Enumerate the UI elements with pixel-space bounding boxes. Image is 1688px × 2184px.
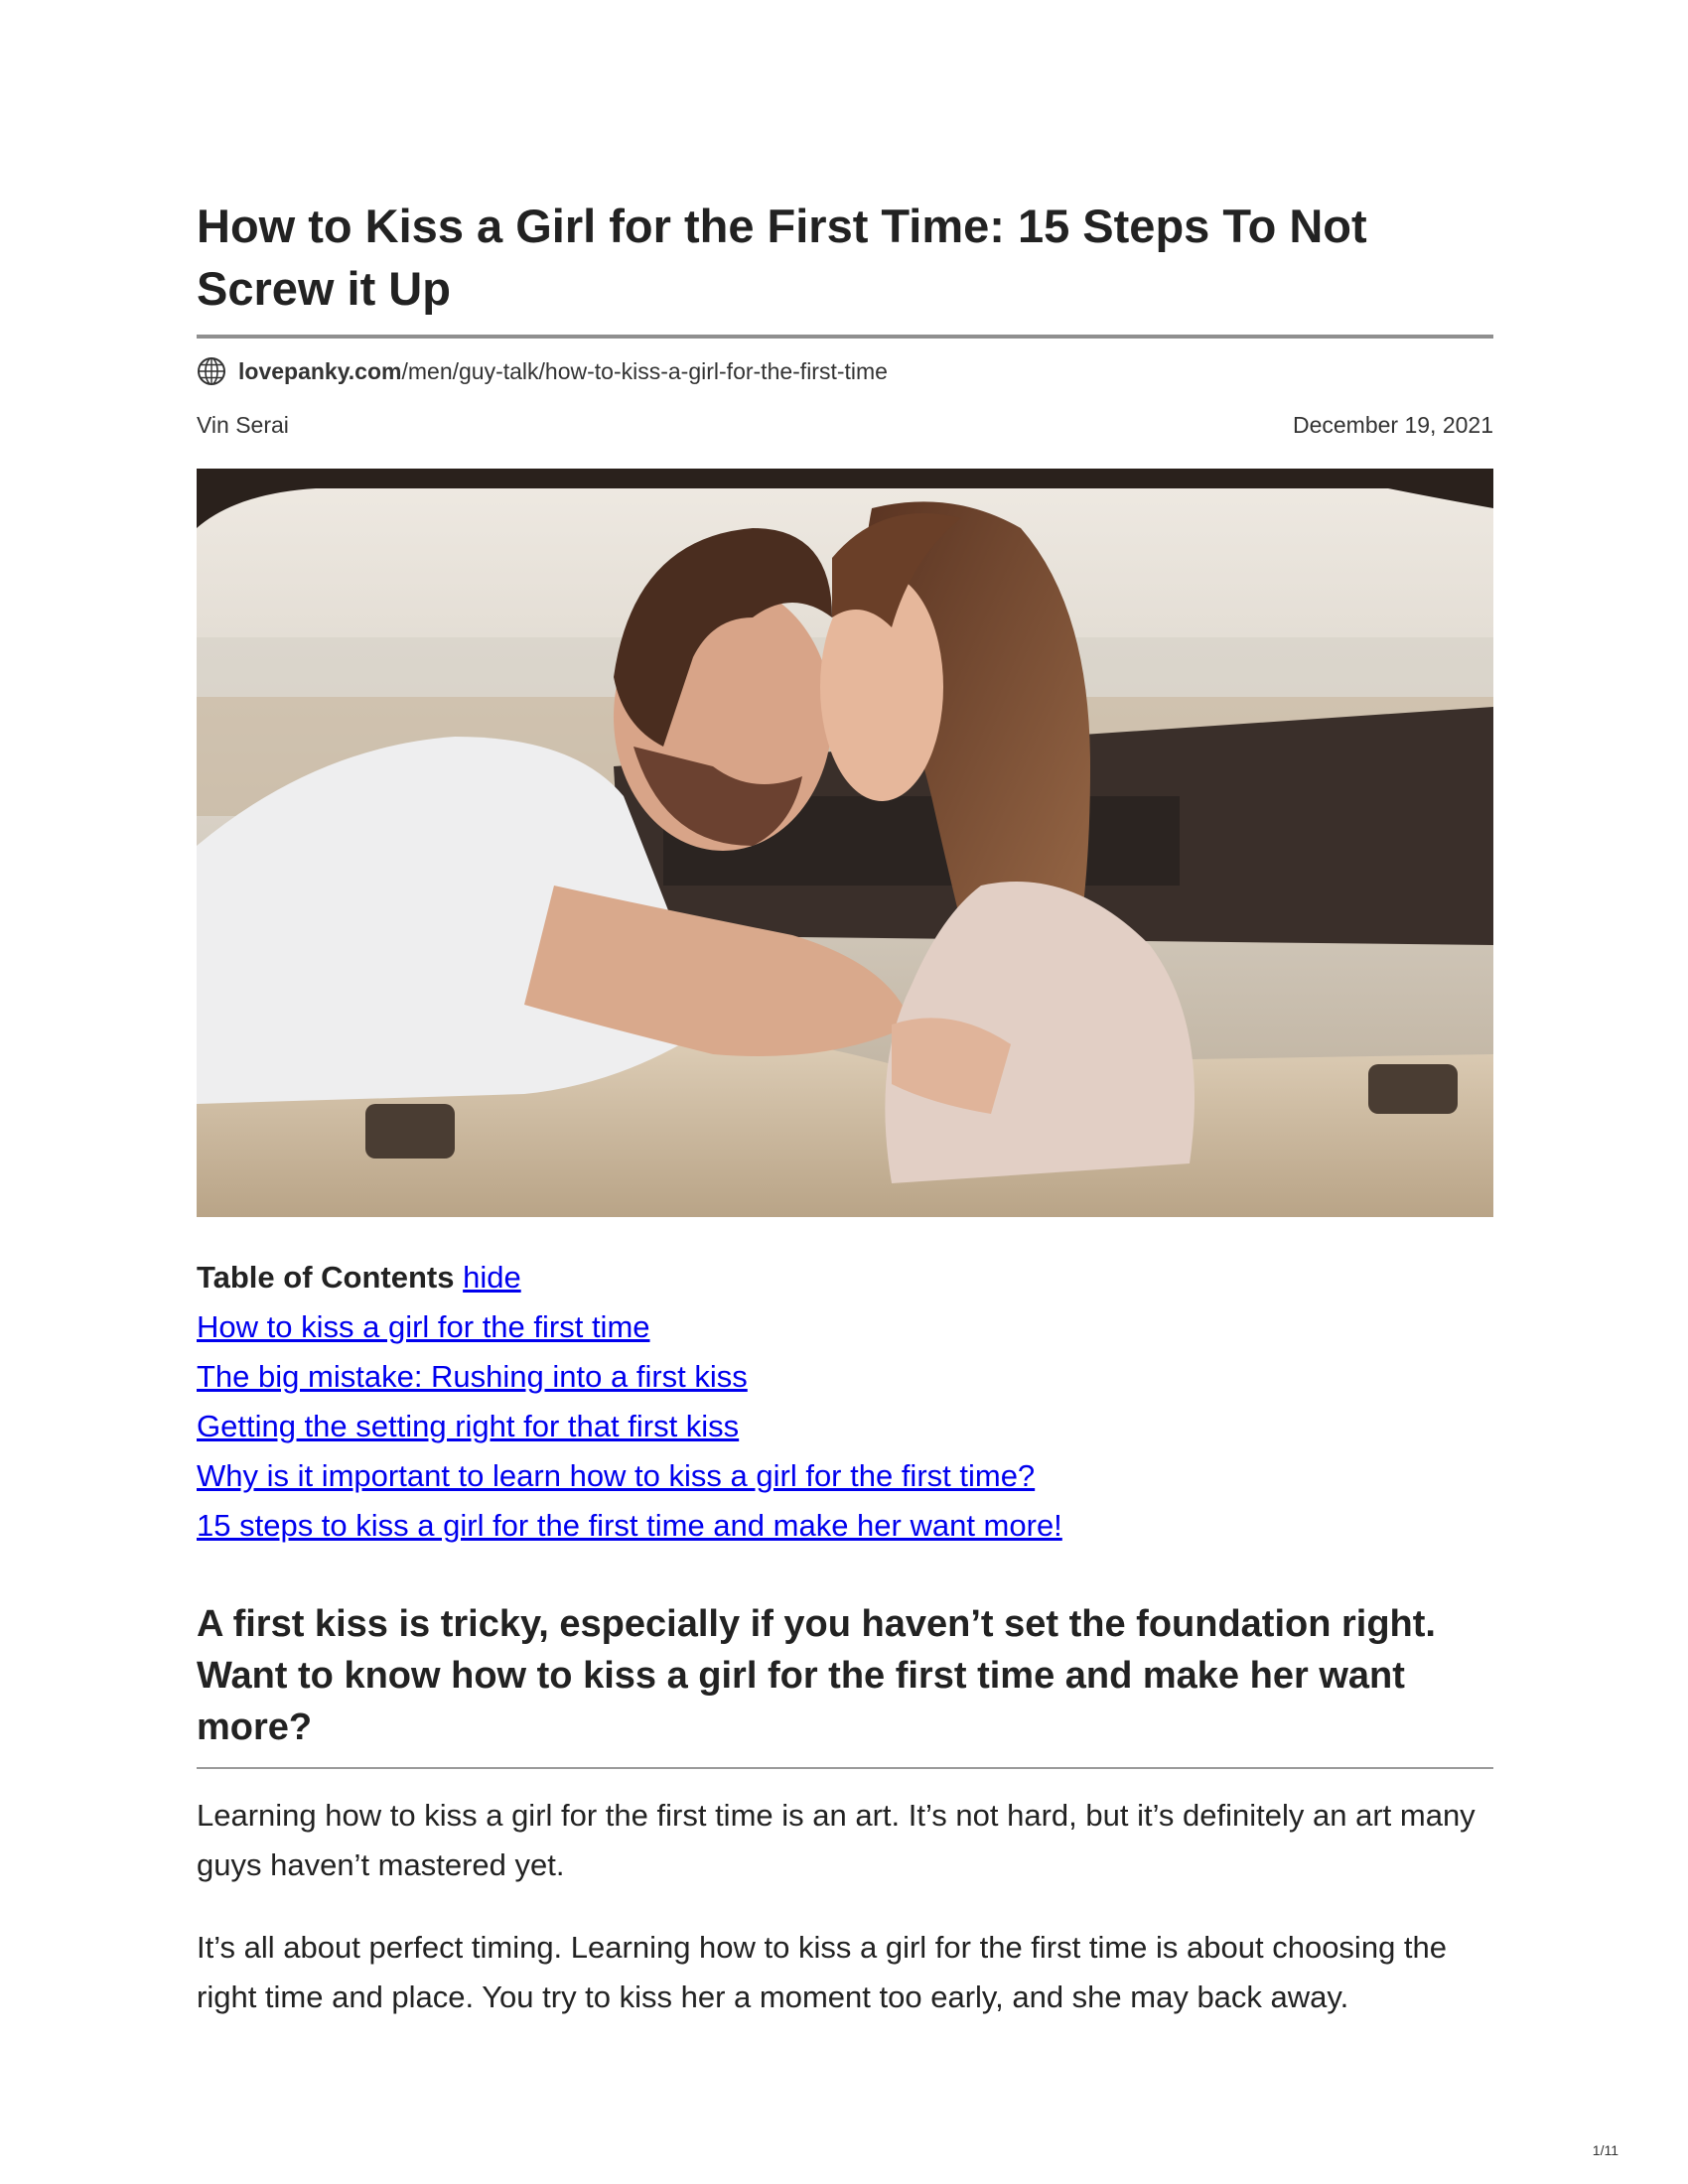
toc-header-row: [197, 1253, 1493, 1302]
hero-image: [197, 469, 1493, 1217]
globe-icon: [197, 356, 226, 386]
body-paragraph: It’s all about perfect timing. Learning how to kiss a girl for the first time is about choosing the right time and place. You try to kiss her a moment too early, and she may back away.: [197, 1930, 1448, 2014]
publish-date: December 19, 2021: [1292, 412, 1493, 438]
heading-divider: [197, 1767, 1493, 1769]
toc-item[interactable]: The big mistake: Rushing into a first kiss: [197, 1359, 748, 1394]
page-number: 1/11: [1592, 2142, 1618, 2158]
author-name: Vin Serai: [197, 412, 289, 438]
toc-item[interactable]: 15 steps to kiss a girl for the first time and make her want more!: [197, 1508, 1062, 1543]
source-path: /men/guy-talk/how-to-kiss-a-girl-for-the-first-time: [401, 357, 888, 384]
body-paragraph: Learning how to kiss a girl for the first time is an art. It’s not hard, but it’s definitely an art many guys haven’t mastered yet.: [197, 1798, 1476, 1882]
toc-heading: Table of Contents: [197, 1260, 455, 1295]
source-domain: lovepanky.com: [238, 357, 402, 384]
toc-item[interactable]: Why is it important to learn how to kiss a girl for the first time?: [197, 1458, 1036, 1493]
table-of-contents: [197, 1253, 1493, 1551]
toc-item[interactable]: How to kiss a girl for the first time: [197, 1309, 650, 1344]
toc-hide-link[interactable]: hide: [463, 1260, 521, 1295]
toc-item[interactable]: Getting the setting right for that first kiss: [197, 1409, 740, 1443]
title-divider: [197, 335, 1493, 339]
article-title: How to Kiss a Girl for the First Time: 15 Steps To Not Screw it Up: [197, 200, 1367, 315]
source-url[interactable]: [197, 354, 888, 388]
intro-heading: A first kiss is tricky, especially if you haven’t set the foundation right. Want to know how to kiss a girl for the first time and make her want more?: [197, 1603, 1436, 1748]
